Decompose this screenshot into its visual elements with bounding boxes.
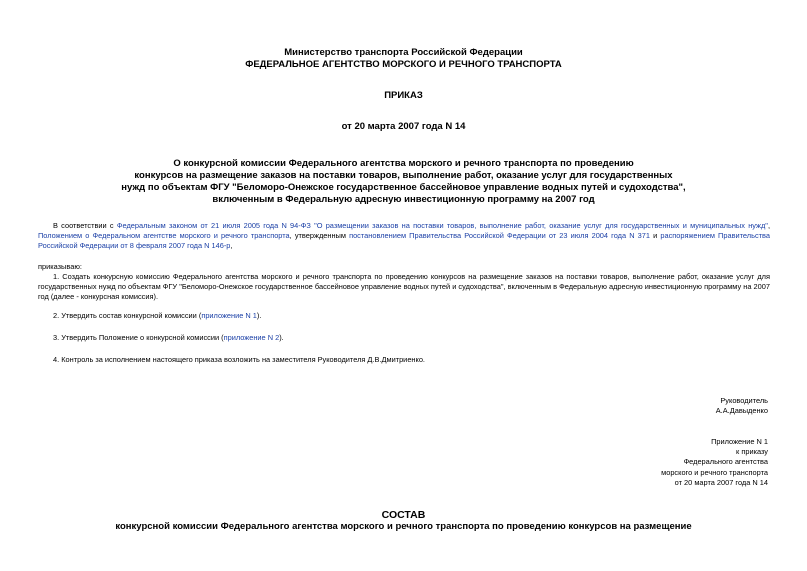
appendix-line: морского и речного транспорта <box>661 467 768 477</box>
appendix-1-link[interactable]: приложение N 1 <box>201 311 257 320</box>
federal-law-link[interactable]: Федеральным законом от 21 июля 2005 года N 94-ФЗ "О размещении заказов на поставки товаров, выполнение работ, оказание услуг для государственных и муниципальных нужд" <box>116 221 768 230</box>
preamble-text: , <box>767 221 770 230</box>
preamble-text: В соответствии с <box>53 221 117 230</box>
appendix-line: к приказу <box>736 447 768 457</box>
document-header <box>0 47 807 70</box>
agency-name: ФЕДЕРАЛЬНОЕ АГЕНТСТВО МОРСКОГО И РЕЧНОГО ТРАНСПОРТА <box>245 58 562 70</box>
document-date: от 20 марта 2007 года N 14 <box>341 121 466 132</box>
subject-line: нужд по объектам ФГУ "Беломоро-Онежское государственное бассейновое управление водных путей и судоходства", <box>121 182 686 193</box>
document-type: ПРИКАЗ <box>384 90 423 101</box>
government-decree-link[interactable]: постановлением Правительства Российской Федерации от 23 июля 2004 года N 371 <box>349 231 650 241</box>
appendix-line: от 20 марта 2007 года N 14 <box>674 477 768 487</box>
order-item-1 <box>38 272 770 303</box>
order-item-2 <box>38 311 770 321</box>
signer-name: А.А.Давыденко <box>715 406 768 416</box>
order-item-3-text: 3. Утвердить Положение о конкурсной комиссии ( <box>53 333 224 342</box>
preamble-paragraph <box>38 221 770 252</box>
composition-subtitle: конкурсной комиссии Федерального агентства морского и речного транспорта по проведению конкурсов на размещение <box>115 521 692 532</box>
order-item-4 <box>38 355 770 365</box>
composition-title: СОСТАВ <box>381 509 426 521</box>
preamble-text: , <box>230 241 233 251</box>
order-item-4-text: 4. Контроль за исполнением настоящего приказа возложить на заместителя Руководителя Д.В.Дмитриенко. <box>53 355 425 364</box>
appendix-header <box>661 437 768 488</box>
order-word: приказываю: <box>38 262 82 271</box>
order-item-3 <box>38 333 770 343</box>
order-item-3-end: ). <box>279 333 284 342</box>
agency-regulation-link[interactable]: Положением о Федеральном агентстве морского и речного транспорта <box>38 231 290 241</box>
appendix-line: Приложение N 1 <box>711 437 768 446</box>
preamble-text: , утвержденным <box>289 231 350 241</box>
subject-line: О конкурсной комиссии Федерального агентства морского и речного транспорта по проведению <box>173 158 634 169</box>
order-item-2-end: ). <box>256 311 262 320</box>
government-order-link[interactable]: распоряжением Правительства Российской Федерации от 8 февраля 2007 года N 146-р <box>38 231 770 251</box>
signature-block <box>716 396 768 416</box>
appendix-line: Федерального агентства <box>683 457 768 467</box>
ministry-name: Министерство транспорта Российской Федерации <box>284 47 523 58</box>
preamble-text: и <box>650 231 661 241</box>
order-item-1-text: 1. Создать конкурсную комиссию Федерального агентства морского и речного транспорта по проведению конкурсов на размещение заказов на поставки товаров, выполнение работ, оказание услуг для государственных нужд по объектам ФГУ "Беломоро-Онежское государственное бассейновое управление водных путей и судоходства", включенным в Федеральную адресную инвестиционную программу на 2007 год (далее - конкурсная комиссия). <box>38 272 770 302</box>
appendix-2-link[interactable]: приложение N 2 <box>223 333 280 342</box>
subject-line: включенным в Федеральную адресную инвестиционную программу на 2007 год <box>212 194 595 205</box>
document-subject <box>100 158 707 206</box>
signer-position: Руководитель <box>720 396 768 405</box>
subject-line: конкурсов на размещение заказов на поставки товаров, выполнение работ, оказание услуг для государственных <box>134 170 673 181</box>
order-item-2-text: 2. Утвердить состав конкурсной комиссии ( <box>53 311 202 320</box>
